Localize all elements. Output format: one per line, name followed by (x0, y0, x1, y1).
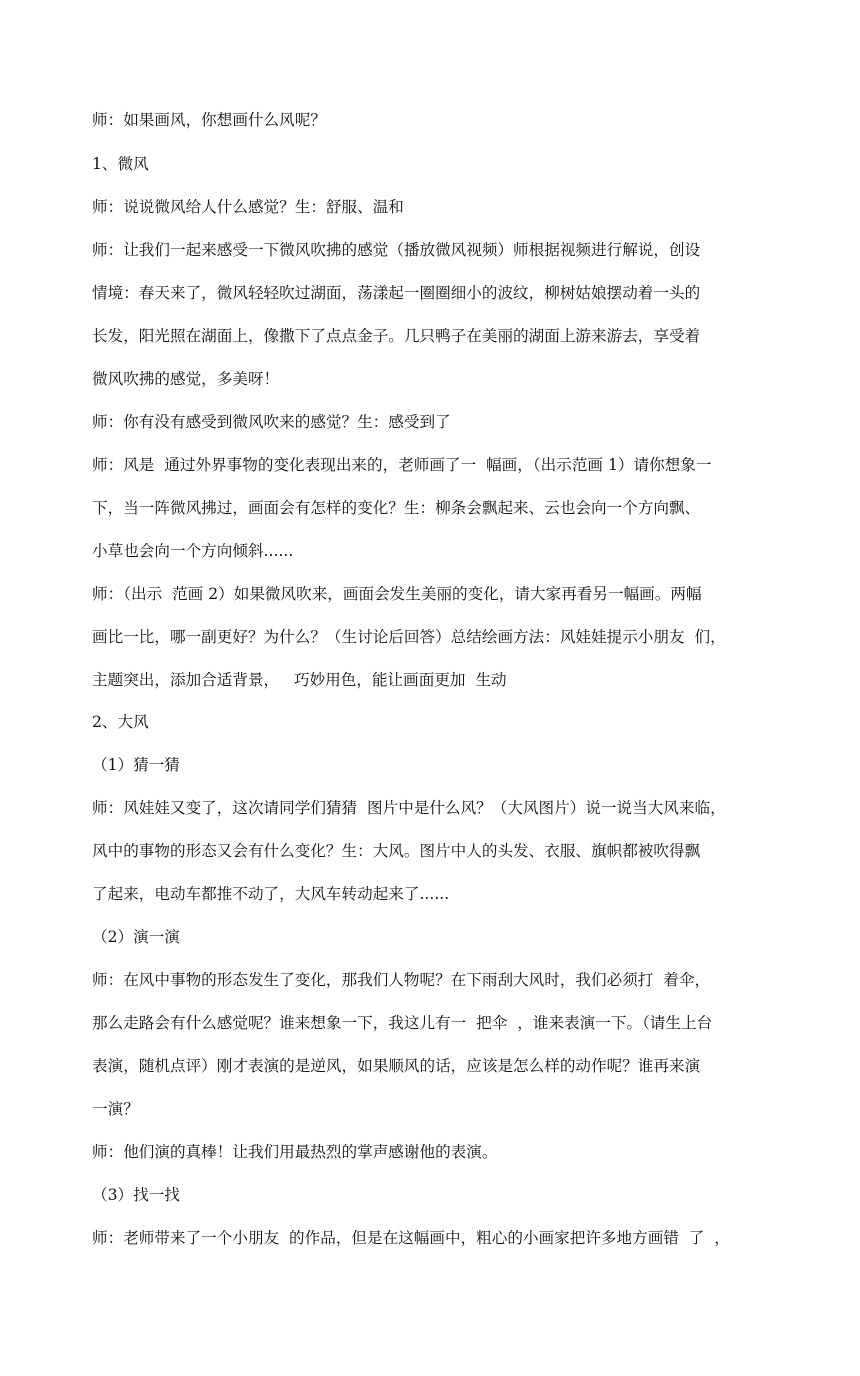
text-line: 表演，随机点评）刚才表演的是逆风，如果顺风的话，应该是怎么样的动作呢？谁再来演 (92, 1057, 701, 1075)
text-line: 画比一比，哪一副更好？为什么？（生讨论后回答）总结绘画方法：风娃娃提示小朋友 们， (92, 628, 726, 646)
text-line: 师：你有没有感受到微风吹来的感觉？生：感受到了 (92, 413, 451, 431)
text-line: 小草也会向一个方向倾斜...... (92, 542, 294, 560)
text-line: 师：风是 通过外界事物的变化表现出来的，老师画了一 幅画，（出示范画 1）请你想象一 (92, 456, 712, 474)
text-line: 情境：春天来了，微风轻轻吹过湖面，荡漾起一圈圈细小的波纹，柳树姑娘摆动着一头的 (92, 284, 701, 302)
section-heading: 2、大风 (92, 713, 149, 731)
text-line: 师：在风中事物的形态发生了变化，那我们人物呢？在下雨刮大风时，我们必须打 着伞， (92, 971, 711, 989)
text-line: 那么走路会有什么感觉呢？谁来想象一下，我这儿有一 把伞 ，谁来表演一下。（请生上台 (92, 1014, 713, 1032)
text-line: 下，当一阵微风拂过，画面会有怎样的变化？生：柳条会飘起来、云也会向一个方向飘、 (92, 499, 701, 517)
text-line: 长发，阳光照在湖面上，像撒下了点点金子。几只鸭子在美丽的湖面上游来游去，享受着 (92, 327, 701, 345)
text-line: 师：如果画风，你想画什么风呢？ (92, 111, 326, 129)
text-line: 微风吹拂的感觉，多美呀！ (92, 370, 280, 388)
text-line: 师：说说微风给人什么感觉？生：舒服、温和 (92, 198, 404, 216)
section-heading: 1、微风 (92, 155, 149, 173)
subsection-heading: （3）找一找 (92, 1186, 180, 1204)
text-line: 师：风娃娃又变了，这次请同学们猜猜 图片中是什么风？（大风图片）说一说当大风来临， (92, 799, 726, 817)
text-line: 师：（出示 范画 2）如果微风吹来，画面会发生美丽的变化，请大家再看另一幅画。两幅 (92, 585, 702, 603)
text-line: 师：他们演的真棒！让我们用最热烈的掌声感谢他的表演。 (92, 1143, 498, 1161)
subsection-heading: （1）猜一猜 (92, 756, 180, 774)
text-line: 师：让我们一起来感受一下微风吹拂的感觉（播放微风视频）师根据视频进行解说，创设 (92, 241, 701, 259)
text-line: 师：老师带来了一个小朋友 的作品，但是在这幅画中，粗心的小画家把许多地方画错 了 ， (92, 1229, 730, 1247)
text-line: 了起来，电动车都推不动了，大风车转动起来了...... (92, 885, 450, 903)
text-line: 一演？ (92, 1100, 139, 1118)
text-line: 风中的事物的形态又会有什么变化？生：大风。图片中人的头发、衣服、旗帜都被吹得飘 (92, 842, 701, 860)
subsection-heading: （2）演一演 (92, 928, 180, 946)
text-line: 主题突出，添加合适背景， 巧妙用色，能让画面更加 生动 (92, 671, 507, 689)
